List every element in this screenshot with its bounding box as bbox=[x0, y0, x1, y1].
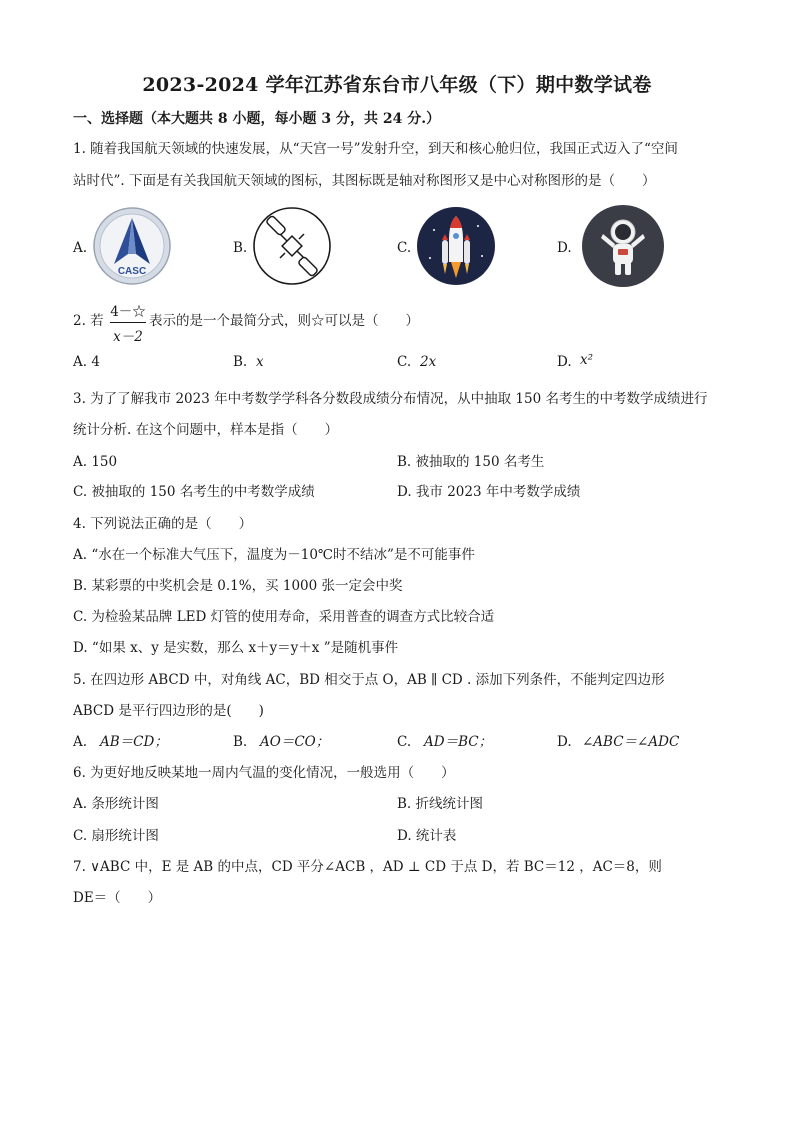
q2-numerator: 4－☆ bbox=[110, 300, 146, 323]
q4-option-a: A. “水在一个标准大气压下，温度为－10℃时不结冰”是不可能事件 bbox=[73, 547, 475, 563]
q5-option-a-math: AB＝CD； bbox=[100, 734, 168, 750]
q6-option-d: D. 统计表 bbox=[397, 828, 457, 844]
q1-option-a-label: A. bbox=[73, 240, 88, 256]
page-title: 2023-2024 学年江苏省东台市八年级（下）期中数学试卷 bbox=[142, 74, 652, 96]
question-4-stem: 4. 下列说法正确的是（ ） bbox=[73, 516, 253, 532]
q2-option-b-math: x bbox=[256, 354, 264, 370]
satellite-icon bbox=[252, 206, 332, 290]
question-6-stem: 6. 为更好地反映某地一周内气温的变化情况，一般选用（ ） bbox=[73, 765, 455, 781]
q5-option-b-label: B. bbox=[233, 734, 248, 750]
q3-option-c: C. 被抽取的 150 名考生的中考数学成绩 bbox=[73, 484, 315, 500]
q2-option-c-math: 2x bbox=[420, 354, 437, 370]
rocket-icon bbox=[416, 206, 496, 290]
q4-option-b: B. 某彩票的中奖机会是 0.1%，买 1000 张一定会中奖 bbox=[73, 578, 403, 594]
q2-option-a: A. 4 bbox=[73, 354, 100, 370]
q2-denominator: x－2 bbox=[113, 329, 143, 345]
q6-option-a: A. 条形统计图 bbox=[73, 796, 159, 812]
q1-option-b-label: B. bbox=[233, 240, 248, 256]
q2-option-d-math: x² bbox=[580, 352, 594, 368]
q1-option-d-label: D. bbox=[557, 240, 572, 256]
casc-text: CASC bbox=[117, 266, 147, 277]
q5-option-a-label: A. bbox=[73, 734, 88, 750]
section-heading: 一、选择题（本大题共 8 小题，每小题 3 分，共 24 分.） bbox=[73, 111, 441, 127]
q5-option-c-math: AD＝BC； bbox=[424, 734, 493, 750]
question-3-line-2: 统计分析. 在这个问题中，样本是指（ ） bbox=[73, 422, 339, 438]
q4-option-c: C. 为检验某品牌 LED 灯管的使用寿命，采用普查的调查方式比较合适 bbox=[73, 609, 495, 625]
question-1-line-2: 站时代”. 下面是有关我国航天领域的图标，其图标既是轴对称图形又是中心对称图形的是（ ） bbox=[73, 173, 656, 189]
question-1-line-1: 1. 随着我国航天领域的快速发展，从“天宫一号”发射升空，到天和核心舱归位，我国正式迈入了“空间 bbox=[73, 141, 678, 157]
astronaut-icon bbox=[581, 204, 665, 292]
q6-option-c: C. 扇形统计图 bbox=[73, 828, 159, 844]
question-2-prefix: 2. 若 bbox=[73, 313, 104, 329]
q2-fraction bbox=[110, 300, 146, 345]
q5-option-c-label: C. bbox=[397, 734, 412, 750]
q5-option-d-label: D. bbox=[557, 734, 572, 750]
question-5-line-1: 5. 在四边形 ABCD 中，对角线 AC，BD 相交于点 O，AB ∥ CD . 添加下列条件，不能判定四边形 bbox=[73, 672, 665, 688]
q1-option-c-label: C. bbox=[397, 240, 412, 256]
casc-logo-icon bbox=[92, 206, 172, 290]
q6-option-b: B. 折线统计图 bbox=[397, 796, 484, 812]
question-3-line-1: 3. 为了了解我市 2023 年中考数学学科各分数段成绩分布情况，从中抽取 150 名考生的中考数学成绩进行 bbox=[73, 391, 708, 407]
question-2-suffix: 表示的是一个最简分式，则☆可以是（ ） bbox=[149, 313, 419, 329]
question-7-line-1: 7. ∨ABC 中，E 是 AB 的中点，CD 平分∠ACB ，AD ⊥ CD 于点 D，若 BC＝12 ，AC＝8，则 bbox=[73, 859, 662, 875]
q5-option-b-math: AO＝CO； bbox=[260, 734, 330, 750]
q4-option-d: D. “如果 x、y 是实数，那么 x＋y＝y＋x ”是随机事件 bbox=[73, 640, 399, 656]
q2-option-b-label: B. bbox=[233, 354, 248, 370]
q3-option-b: B. 被抽取的 150 名考生 bbox=[397, 454, 545, 470]
question-7-line-2: DE＝（ ） bbox=[73, 890, 162, 906]
q2-option-c-label: C. bbox=[397, 354, 412, 370]
q3-option-a: A. 150 bbox=[73, 454, 118, 470]
q3-option-d: D. 我市 2023 年中考数学成绩 bbox=[397, 484, 581, 500]
question-5-line-2: ABCD 是平行四边形的是( ) bbox=[73, 703, 264, 719]
q2-option-d-label: D. bbox=[557, 354, 572, 370]
q5-option-d-math: ∠ABC＝∠ADC bbox=[582, 734, 680, 750]
